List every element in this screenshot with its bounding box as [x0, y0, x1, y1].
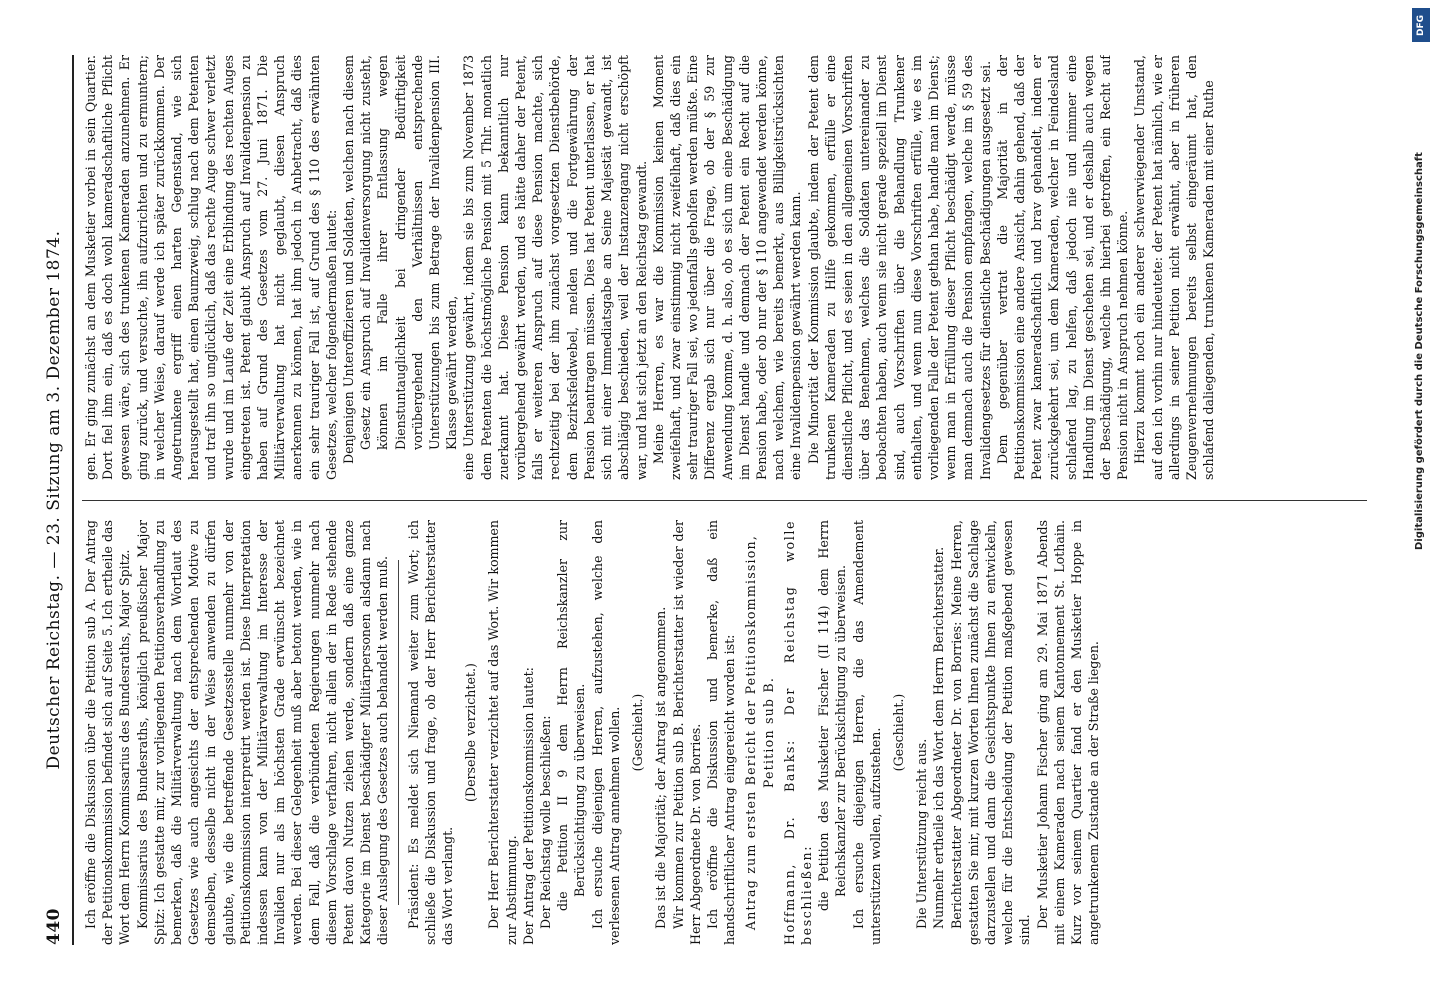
paragraph: Der Herr Berichterstatter verzichtet auf das Wort. Wir kommen zur Abstimmung.	[486, 520, 519, 945]
digitization-sidebar	[1410, 0, 1432, 1000]
paragraph: Die Unterstützung reicht aus.	[914, 738, 930, 929]
digitization-credit: Digitalisierung gefördert durch die Deutsche Forschungsgemeinschaft	[1414, 152, 1425, 550]
header-rule	[72, 55, 74, 945]
paragraph: Ich ersuche diejenigen Herren, aufzustehen, welche den verlesenen Antrag annehmen wollen.	[589, 520, 622, 945]
motion-text: die Petition II 9 dem Herrn Reichskanzler zur Berücksichtigung zu überweisen.	[555, 520, 588, 911]
motion-line: Der Reichstag wolle beschließen:	[538, 715, 554, 929]
column-rule	[82, 500, 1367, 501]
stage-direction: (Geschieht.)	[630, 693, 646, 772]
paragraph: Berichterstatter Abgeordneter Dr. von Borries: Meine Herren, gestatten Sie mir, mit kurzen Worten Ihnen zunächst die Sachlage darzustellen und dann die Gesichtspunkte Ihnen zu entwickeln, welche für die Entscheidung der Petition maßgebend gewesen sind.	[948, 520, 1033, 945]
paragraph: Ich eröffne die Diskussion und bemerke, daß ein handschriftlicher Antrag eingereicht worden ist:	[704, 520, 738, 945]
paragraph: Hierzu kommt noch ein anderer schwerwiegender Umstand, auf den ich vorhin nur hindeutete: der Petent hat nämlich, wie er allerdings in seiner Petition nicht erwähnt, aber in früheren Zeugenvernehmungen bereits selbst eingeräumt hat, den schlafend daliegenden, trunkenen Kameraden mit einer Ruthe	[1132, 55, 1217, 480]
section-rule	[398, 560, 399, 905]
page-content	[42, 55, 1372, 945]
paragraph: Dem gegenüber vertrat die Majorität in der Petitionskommission eine andere Ansicht, dahin gehend, daß der Petent zwar kameradschaftlich und brav gehandelt, indem er zurückgekehrt sei, um dem Kameraden, welcher in Feindesland schlafend lag, zu helfen, daß jedoch nie und nimmer eine Handlung im Dienst geschehen sei, und er deshalb auch wegen der Beschädigung, welche ihn hierbei getroffen, ein Recht auf Pension nicht in Anspruch nehmen könne.	[994, 55, 1131, 480]
dfg-logo: DFG	[1412, 8, 1430, 42]
page-number: 440	[44, 908, 64, 945]
amendment-mover: Hoffmann, Dr. Banks: Der Reichstag wolle beschließen:	[781, 520, 814, 945]
running-title: Deutscher Reichstag. — 23. Sitzung am 3. Dezember 1874.	[44, 230, 64, 770]
amendment-text: die Petition des Musketier Fischer (II 114) dem Herrn Reichskanzler zur Berücksichtigung zu überweisen.	[816, 520, 849, 911]
paragraph: eine Unterstützung gewährt, indem sie bis zum November 1873 dem Petenten die höchstmögliche Pension mit 5 Thlr. monatlich zuerkannt hat. Diese Pension kann bekanntlich nur vorübergehend gewährt werden, und es hätte daher der Petent, falls er weiteren Anspruch auf diese Pension machte, sich rechtzeitig bei der ihm zunächst vorgesetzten Dienstbehörde, dem Bezirksfeldwebel, melden und die Fortgewährung der Pension beantragen müssen. Dies hat Petent unterlassen, er hat sich mit einer Immediatsgabe an Seine Majestät gewandt, ist abschlägig beschieden, weil der Instanzengang nicht erschöpft war, und hat sich jetzt an den Reichstag gewandt.	[461, 55, 649, 480]
page-header	[42, 55, 72, 945]
paragraph: gen. Er ging zunächst an dem Musketier vorbei in sein Quartier. Dort fiel ihm ein, daß es doch wohl kameradschaftliche Pflicht gewesen wäre, sich des trunkenen Kameraden anzunehmen. Er ging zurück, und versuchte, ihn aufzurichten und zu ermuntern; in welcher Weise, darauf werde ich später zurückkommen. Der Angetrunkene ergriff einen harten Gegenstand, wie sich herausgestellt hat, einen Baumzweig, schlug nach dem Petenten und traf ihn so unglücklich, daß das rechte Auge schwer verletzt wurde und im Laufe der Zeit eine Erblindung des rechten Auges eingetreten ist. Petent glaubt Anspruch auf Invalidenpension zu haben auf Grund des Gesetzes vom 27. Juni 1871. Die Militärverwaltung hat nicht geglaubt, diesen Anspruch anerkennen zu können, hat ihm jedoch in Anbetracht, daß dies ein sehr trauriger Fall ist, auf Grund des § 110 des erwähnten Gesetzes, welcher folgendermaßen lautet:	[83, 55, 339, 480]
paragraph: Der Musketier Johann Fischer ging am 29. Mai 1871 Abends mit einem Kameraden nach seinem Kantonnement St. Lothain. Kurz vor seinem Quartier fand er den Musketier Hoppe in angetrunkenem Zustande an der Straße liegen.	[1034, 520, 1102, 945]
paragraph: Meine Herren, es war die Kommission keinen Moment zweifelhaft, und zwar einstimmig nicht zweifelhaft, daß dies ein sehr trauriger Fall sei, wo jedenfalls geholfen werden müßte. Eine Differenz ergab sich nur über die Frage, ob der § 59 zur Anwendung komme, d. h. also, ob es sich um eine Beschädigung im Dienst handle und demnach der Petent ein Recht auf die Pension habe, oder ob nur der § 110 angewendet werden könne, nach welchem, wie bereits bemerkt, aus Billigkeitsrücksichten eine Invalidenpension gewährt werden kann.	[650, 55, 804, 480]
paragraph: Ich ersuche diejenigen Herren, die das Amendement unterstützen wollen, aufzustehen.	[850, 520, 883, 945]
paragraph: Das ist die Majorität; der Antrag ist angenommen.	[653, 606, 669, 929]
stage-direction: (Derselbe verzichtet.)	[463, 663, 479, 802]
paragraph: Nunmehr ertheile ich das Wort dem Herrn Berichterstatter.	[931, 546, 947, 929]
stage-direction: (Geschieht.)	[890, 693, 906, 772]
paragraph: Wir kommen zur Petition sub B. Berichterstatter ist wieder der Herr Abgeordnete Dr. von Borries.	[670, 520, 703, 945]
paragraph: Kommissarius des Bundesraths, königlich preußischer Major Spitz: Ich gestatte mir, zur vorliegenden Petitionsverhandlung zu bemerken, daß die Militärverwaltung nach dem Wortlaut des Gesetzes wie auch angesichts der entsprechenden Motive zu demselben, desselbe nicht in der Weise anwenden zu dürfen glaubte, wie die betreffende Gesetzesstelle nunmehr von der Petitionskommission interpretirt werden ist. Diese Interpretation indessen kann von der Militärverwaltung im Interesse der Invaliden nur als im höchsten Grade erwünscht bezeichnet werden. Bei dieser Gelegenheit muß aber betont werden, wie in dem Fall, daß die verbündeten Regierungen nunmehr nach diesem Vorschlage verfahren, nicht allein der in Rede stehende Petent davon Nutzen ziehen werde, sondern daß eine ganze Kategorie im Dienst beschädigter Militärpersonen alsdann nach dieser Auslegung des Gesetzes auch behandelt werden muß.	[134, 520, 391, 945]
law-quote: Denjenigen Unteroffizieren und Soldaten, welchen nach diesem Gesetz ein Anspruch auf Invalidenversorgung nicht zusteht, können im Falle ihrer Entlassung wegen Dienstuntauglichkeit bei dringender Bedürftigkeit vorübergehend den Verhältnissen entsprechende Unterstützungen bis zum Betrage der Invalidenpension III. Klasse gewährt werden,	[341, 55, 460, 464]
paragraph: Ich eröffne die Diskussion über die Petition sub A. Der Antrag der Petitionskommission befindet sich auf Seite 5. Ich ertheile das Wort dem Herrn Kommissarius des Bundesraths, Major Spitz.	[83, 520, 133, 945]
left-column	[82, 520, 1367, 945]
paragraph: Der Antrag der Petitionskommission lautet:	[520, 667, 536, 945]
paragraph: Die Minorität der Kommission glaubte, indem der Petent dem trunkenen Kameraden zu Hilfe gekommen, erfülle er eine dienstliche Pflicht, und es seien in den allgemeinen Vorschriften über das Benehmen, welches die Soldaten untereinander zu beobachten haben, auch wenn sie nicht gerade speziell im Dienst sind, auch Vorschriften über die Behandlung Trunkener enthalten, und wenn nun diese Vorschriften erfülle, wie es im vorliegenden Falle der Petent gethan habe, handle man im Dienst; wenn man in Erfüllung dieser Pflicht beschädigt werde, müsse man demnach auch die Pension empfangen, welche im § 59 des Invalidengesetzes für dienstliche Beschädigungen ausgesetzt sei.	[805, 55, 993, 480]
paragraph: Präsident: Es meldet sich Niemand weiter zum Wort; ich schließe die Diskussion und frage, ob der Herr Berichterstatter das Wort verlangt.	[405, 520, 456, 945]
amendment-heading: Antrag zum ersten Bericht der Petitionskommission, Petition sub B.	[743, 534, 776, 931]
right-column	[82, 55, 1367, 480]
